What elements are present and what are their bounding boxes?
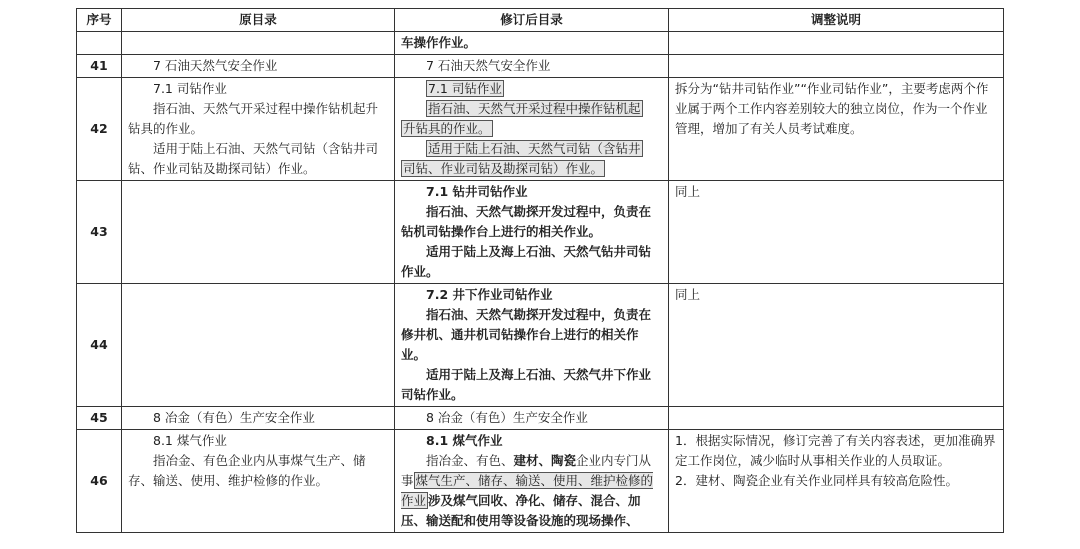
revised-paragraph <box>401 451 662 531</box>
table-row <box>77 55 1004 78</box>
catalog-revision-table <box>76 8 1004 533</box>
inserted-text: 涉及煤气回收、净化、储存、混合、加压、输送配和使用等设备设施的现场操作、 <box>401 493 641 528</box>
cell-notes <box>669 284 1004 407</box>
cell-revised <box>395 284 669 407</box>
cell-revised <box>395 181 669 284</box>
revised-text: 8 冶金（有色）生产安全作业 <box>426 410 588 425</box>
table-row <box>77 32 1004 55</box>
row-index: 45 <box>77 407 122 430</box>
cell-original <box>122 78 395 181</box>
row-index: 42 <box>77 78 122 181</box>
table-row <box>77 407 1004 430</box>
cell-original <box>122 430 395 533</box>
revised-paragraph: 适用于陆上及海上石油、天然气钻井司钻作业。 <box>401 244 652 279</box>
revised-title: 7.2 井下作业司钻作业 <box>426 287 553 302</box>
revised-paragraph: 指石油、天然气勘探开发过程中，负责在修井机、通井机司钻操作台上进行的相关作业。 <box>401 307 652 362</box>
header-notes: 调整说明 <box>669 9 1004 32</box>
table-row <box>77 284 1004 407</box>
row-index: 41 <box>77 55 122 78</box>
notes-text: 拆分为“钻井司钻作业”“作业司钻作业”，主要考虑两个作业属于两个工作内容差别较大的独立岗位，作为一个作业管理，增加了有关人员考试难度。 <box>675 81 989 136</box>
original-paragraph: 适用于陆上石油、天然气司钻（含钻井司钻、作业司钻及勘探司钻）作业。 <box>128 141 379 176</box>
deleted-text: 指石油、天然气开采过程中操作钻机起 <box>428 101 641 116</box>
notes-text: 1．根据实际情况，修订完善了有关内容表述，更加准确界定工作岗位，减少临时从事相关作业的人员取证。 <box>675 433 996 468</box>
table-row <box>77 181 1004 284</box>
revised-text: 指冶金、有色、 <box>426 453 514 468</box>
deleted-text: 煤气生产、储存、输送、使用、维护检修的作业 <box>401 473 654 508</box>
revised-text: 从事 <box>401 453 652 488</box>
revised-text: 车操作作业。 <box>401 35 477 50</box>
original-title: 8.1 煤气作业 <box>153 433 227 448</box>
cell-index <box>77 32 122 55</box>
deleted-text: 司钻、作业司钻及勘探司钻）作业。 <box>403 161 604 176</box>
header-original: 原目录 <box>122 9 395 32</box>
cell-revised <box>395 32 669 55</box>
table-row <box>77 78 1004 181</box>
cell-revised <box>395 78 669 181</box>
original-title: 7.1 司钻作业 <box>153 81 227 96</box>
cell-original <box>122 32 395 55</box>
cell-notes <box>669 78 1004 181</box>
header-revised: 修订后目录 <box>395 9 669 32</box>
cell-original <box>122 407 395 430</box>
revised-title: 7.1 钻井司钻作业 <box>426 184 528 199</box>
original-paragraph: 指石油、天然气开采过程中操作钻机起升钻具的作业。 <box>128 101 379 136</box>
original-text: 7 石油天然气安全作业 <box>153 58 278 73</box>
cell-notes <box>669 430 1004 533</box>
cell-revised <box>395 407 669 430</box>
notes-text: 2．建材、陶瓷企业有关作业同样具有较高危险性。 <box>675 473 958 488</box>
cell-notes <box>669 407 1004 430</box>
inserted-text: 建材、陶瓷 <box>513 453 577 468</box>
table-row <box>77 430 1004 533</box>
cell-revised <box>395 55 669 78</box>
revised-paragraph: 指石油、天然气勘探开发过程中，负责在钻机司钻操作台上进行的相关作业。 <box>401 204 652 239</box>
header-index: 序号 <box>77 9 122 32</box>
deleted-text: 适用于陆上石油、天然气司钻（含钻井 <box>428 141 641 156</box>
original-paragraph: 指冶金、有色企业内从事煤气生产、储存、输送、使用、维护检修的作业。 <box>128 453 366 488</box>
cell-original <box>122 55 395 78</box>
cell-original <box>122 284 395 407</box>
cell-notes <box>669 181 1004 284</box>
revised-text: 7 石油天然气安全作业 <box>426 58 551 73</box>
cell-revised <box>395 430 669 533</box>
cell-notes <box>669 32 1004 55</box>
row-index: 46 <box>77 430 122 533</box>
original-text: 8 冶金（有色）生产安全作业 <box>153 410 315 425</box>
row-index: 43 <box>77 181 122 284</box>
cell-original <box>122 181 395 284</box>
row-index: 44 <box>77 284 122 407</box>
revised-title: 8.1 煤气作业 <box>426 433 503 448</box>
notes-text: 同上 <box>675 287 701 302</box>
notes-text: 同上 <box>675 184 701 199</box>
revised-text: 企业内专门 <box>576 453 639 468</box>
deleted-text: 升钻具的作业。 <box>403 121 491 136</box>
deleted-text: 7.1 司钻作业 <box>428 81 502 96</box>
cell-notes <box>669 55 1004 78</box>
revised-paragraph: 适用于陆上及海上石油、天然气井下作业司钻作业。 <box>401 367 652 402</box>
table-header-row <box>77 9 1004 32</box>
